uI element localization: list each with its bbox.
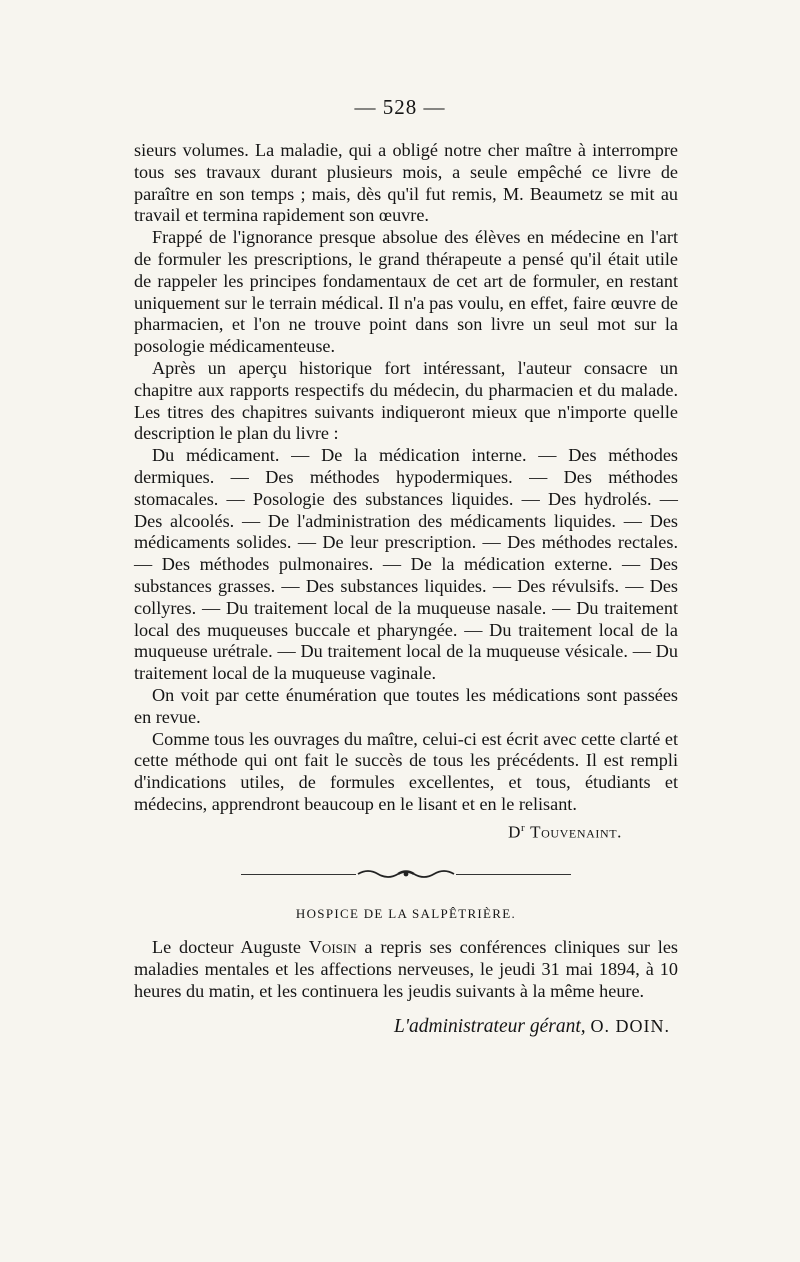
signature-name: Touvenaint. [530, 822, 622, 842]
closing-signature [134, 1016, 678, 1038]
paragraph-continuation: sieurs volumes. La maladie, qui a obligé notre cher maître à interrompre tous ses travaux durant plusieurs mois, a seule empêché ce livre de paraître en son temps ; mais, dès qu'il fut remis, M. Beaumetz se mit au travail et termina rapidement son œuvre. [134, 140, 678, 226]
review-signature [134, 818, 622, 843]
administrator-title: L'administrateur gérant, [394, 1016, 586, 1038]
paragraph-prescriptions: Frappé de l'ignorance presque absolue des élèves en médecine en l'art de formuler les prescriptions, le grand thérapeute a pensé qu'il était utile de rappeler les principes fondamentaux de cet art de formuler, en restant uniquement sur le terrain médical. Il n'a pas voulu, en effet, faire œuvre de pharmacien, et l'on ne trouve point dans son livre un seul mot sur la posologie médicamenteuse. [134, 227, 678, 357]
ornamental-separator [241, 867, 571, 881]
section-name-voisin: Voisin [308, 936, 357, 957]
flourish-ornament-icon [356, 867, 456, 881]
section-text-after: a repris ses conférences cliniques sur les maladies mentales et les affections nerveuses, le jeudi 31 mai 1894, à 10 heures du matin, et les continuera les jeudis suivants à la même heure. [134, 936, 678, 1001]
section-paragraph [134, 937, 678, 1002]
signature-superscript: r [520, 821, 526, 834]
page-number: — 528 — [354, 95, 446, 119]
administrator-name: O. DOIN. [590, 1016, 670, 1037]
paragraph-chapter-list: Du médicament. — De la médication interne. — Des méthodes dermiques. — Des méthodes hypodermiques. — Des méthodes stomacales. — Posologie des substances liquides. — Des hydrolés. — Des alcoolés. — De l'administration des médicaments liquides. — Des médicaments solides. — De leur prescription. — Des méthodes rectales. — Des méthodes pulmonaires. — De la médication externe. — Des substances grasses. — Des substances liquides. — Des révulsifs. — Des collyres. — Du traitement local de la muqueuse nasale. — Du traitement local des muqueuses buccale et pharyngée. — Du traitement local de la muqueuse urétrale. — Du traitement local de la muqueuse vésicale. — Du traitement local de la muqueuse vaginale. [134, 445, 678, 684]
paragraph-chapters-intro: Après un aperçu historique fort intéressant, l'auteur consacre un chapitre aux rapports respectifs du médecin, du pharmacien et du malade. Les titres des chapitres suivants indiqueront mieux que n'importe quelle description le plan du livre : [134, 357, 678, 444]
section-title: HOSPICE DE LA SALPÊTRIÈRE. [295, 906, 517, 922]
paragraph-enumeration: On voit par cette énumération que toutes les médications sont passées en revue. [134, 684, 678, 727]
section-text-before: Le docteur Auguste [152, 936, 309, 957]
paragraph-conclusion: Comme tous les ouvrages du maître, celui-ci est écrit avec cette clarté et cette méthode qui ont fait le succès de tous les précédents. Il est rempli d'indications utiles, de formules excellentes, et tous, étudiants et médecins, apprendront beaucoup en le lisant et en le relisant. [134, 728, 678, 814]
signature-prefix: D [508, 822, 521, 842]
text-column [134, 140, 678, 1038]
